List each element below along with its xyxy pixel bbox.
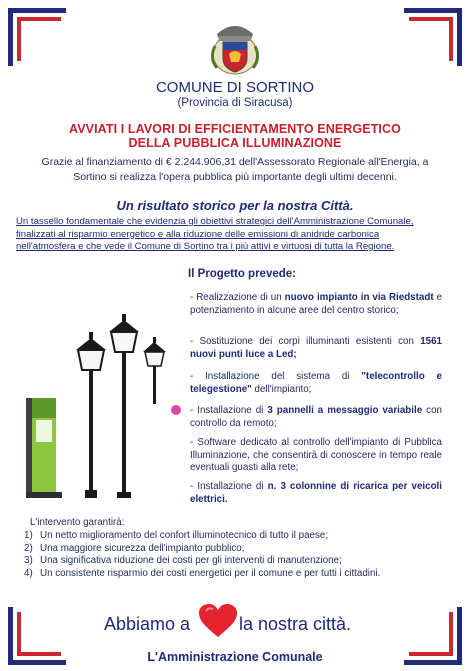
- signature: L'Amministrazione Comunale: [147, 650, 323, 664]
- provincia-name: (Provincia di Siracusa): [177, 97, 293, 109]
- list-item: - Realizzazione di un nuovo impianto in via Riedstadt e potenziamento in alcune aree del centro storico;: [190, 292, 442, 316]
- heart-icon: [198, 603, 238, 639]
- page-title: [0, 122, 470, 150]
- list-item: 3) Una significativa riduzione dei costi per gli interventi di manutenzione;: [24, 555, 342, 567]
- intro-line1: Grazie al finanziamento di € 2.244.906,31 dell'Assessorato Regionale all'Energia, a: [41, 156, 429, 168]
- list-item: - Sostituzione dei corpi illuminanti esistenti con 1561 nuovi punti luce a Led;: [190, 336, 442, 360]
- page-title-line2: DELLA PUBBLICA ILLUMINAZIONE: [128, 136, 342, 150]
- list-item: - Installazione di n. 3 colonnine di ricarica per veicoli elettrici.: [190, 481, 442, 505]
- street-lamp-icon: [76, 332, 106, 498]
- ev-charging-station-icon: [26, 398, 62, 498]
- slogan-abbiamo: Abbiamo a: [104, 614, 191, 634]
- tassello-line1: Un tassello fondamentale che evidenzia gli obiettivi strategici dell'Amministrazione Comunale,: [16, 216, 414, 227]
- tassello-paragraph: [16, 216, 454, 254]
- tassello-line3: nell'atmosfera e che vede il Comune di Sortino tra i più attivi e virtuosi di tutta la Regione.: [16, 241, 395, 252]
- street-lamp-icon: [143, 337, 166, 404]
- corner-top-left: [8, 8, 66, 66]
- list-item: - Installazione del sistema di "telecontrollo e telegestione" dell'impianto;: [190, 371, 442, 395]
- intro-line2: Sortino si realizza l'opera pubblica più importante degli ultimi decenni.: [73, 171, 397, 183]
- list-item: 2) Una maggiore sicurezza dell'impianto pubblico;: [24, 542, 245, 554]
- list-item: - Software dedicato al controllo dell'impianto di Pubblica Illuminazione, che consentirà di conoscere in tempo reale eventuali guasti alla rete;: [190, 437, 442, 473]
- list-item: 1) Un netto miglioramento del confort illuminotecnico di tutto il paese;: [24, 530, 329, 541]
- list-item: 4) Un consistente risparmio dei costi energetici per il comune e per tutti i cittadini.: [24, 567, 381, 579]
- corner-top-right: [404, 8, 462, 66]
- project-illustration: [26, 280, 186, 500]
- tassello-line2: finalizzati al risparmio energetico e alla riduzione delle emissioni di anidride carbonica: [16, 228, 380, 240]
- subtitle: Un risultato storico per la nostra Città.: [116, 198, 354, 213]
- list-item: - Installazione di 3 pannelli a messaggio variabile con controllo da remoto;: [190, 405, 442, 429]
- progetto-heading: Il Progetto prevede:: [188, 268, 296, 280]
- street-lamp-icon: [109, 314, 139, 498]
- intro-paragraph: [22, 155, 448, 185]
- garanzie-list: [24, 530, 380, 580]
- garanzie-heading: L'intervento garantirà:: [30, 517, 125, 528]
- municipal-crest-icon: [203, 14, 267, 78]
- page-title-line1: AVVIATI I LAVORI DI EFFICIENTAMENTO ENERGETICO: [69, 122, 401, 136]
- comune-name: COMUNE DI SORTINO: [155, 79, 315, 96]
- slogan-citta: la nostra città.: [239, 614, 352, 634]
- logo-icon: [171, 405, 181, 415]
